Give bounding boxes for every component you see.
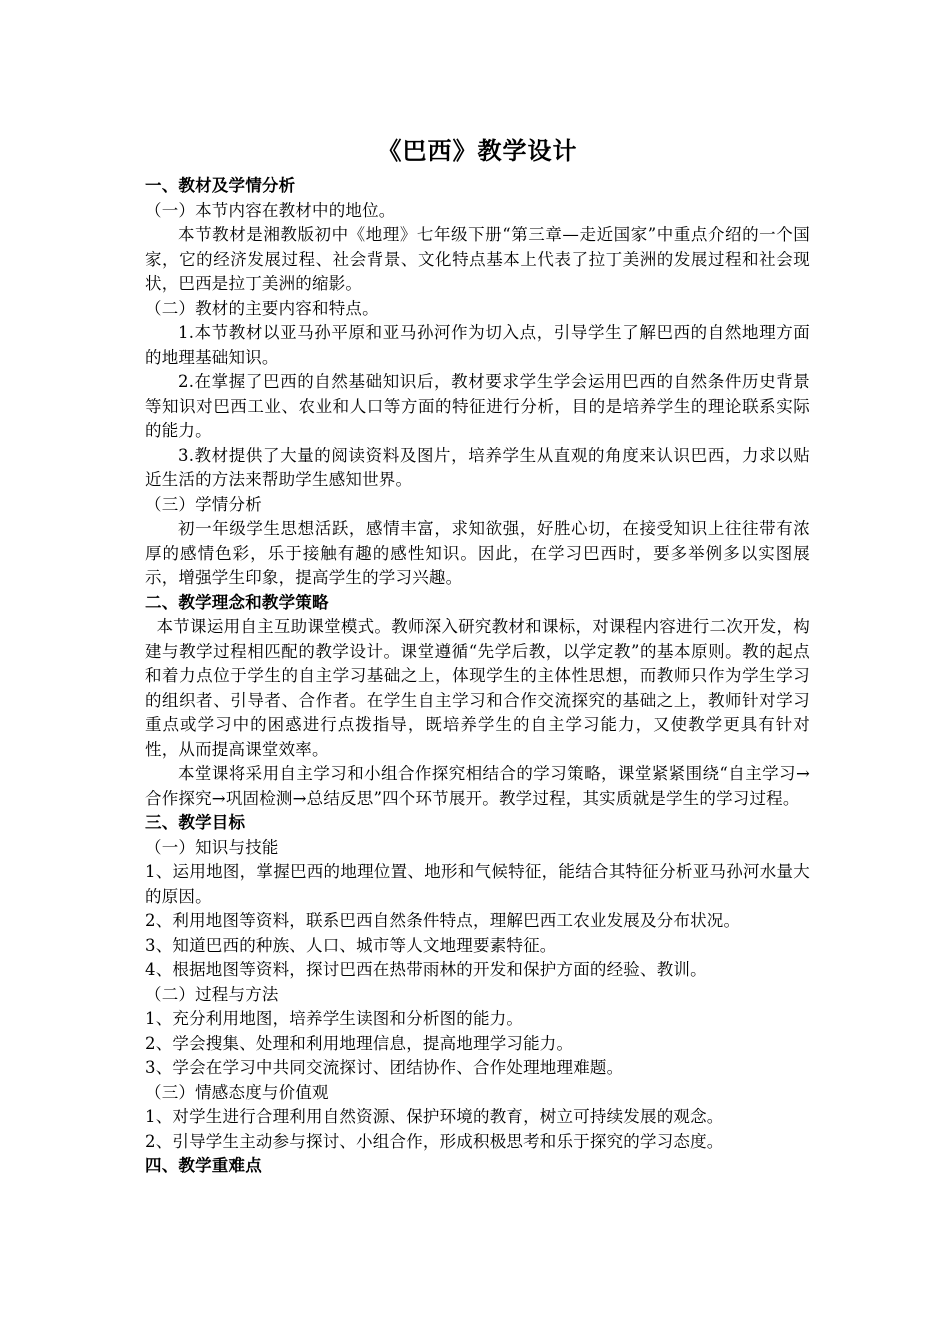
document-title: 《巴西》教学设计 <box>377 136 578 165</box>
knowledge-item-2: 2、利用地图等资料，联系巴西自然条件特点，理解巴西工农业发展及分布状况。 <box>145 911 741 930</box>
paragraph-1-4: 3.教材提供了大量的阅读资料及图片，培养学生从直观的角度来认识巴西，力求以贴近生活的方法来帮助学生感知世界。 <box>145 445 810 489</box>
section-heading-3: 三、教学目标 <box>145 813 246 832</box>
method-item-3: 3、学会在学习中共同交流探讨、团结协作、合作处理地理难题。 <box>145 1058 624 1077</box>
subheading-3-3: （三）情感态度与价值观 <box>145 1082 329 1102</box>
section-heading-4: 四、教学重难点 <box>145 1156 262 1175</box>
subheading-1-3: （三）学情分析 <box>145 494 262 514</box>
paragraph-1-2: 1.本节教材以亚马孙平原和亚马孙河作为切入点，引导学生了解巴西的自然地理方面的地理基础知识。 <box>145 323 810 367</box>
subheading-1-2: （二）教材的主要内容和特点。 <box>145 298 379 318</box>
subheading-3-1: （一）知识与技能 <box>145 837 279 857</box>
paragraph-1-3: 2.在掌握了巴西的自然基础知识后，教材要求学生学会运用巴西的自然条件历史背景等知识对巴西工业、农业和人口等方面的特征进行分析，目的是培养学生的理论联系实际的能力。 <box>145 372 810 440</box>
section-heading-1: 一、教材及学情分析 <box>145 176 296 195</box>
emotion-item-1: 1、对学生进行合理利用自然资源、保护环境的教育，树立可持续发展的观念。 <box>145 1107 724 1126</box>
method-item-2: 2、学会搜集、处理和利用地理信息，提高地理学习能力。 <box>145 1033 574 1053</box>
knowledge-item-1: 1、运用地图，掌握巴西的地理位置、地形和气候特征，能结合其特征分析亚马孙河水量大的原因。 <box>145 862 810 906</box>
emotion-item-2: 2、引导学生主动参与探讨、小组合作，形成积极思考和乐于探究的学习态度。 <box>145 1131 724 1151</box>
paragraph-1-1: 本节教材是湘教版初中《地理》七年级下册“第三章—走近国家”中重点介绍的一个国家，它的经济发展过程、社会背景、文化特点基本上代表了拉丁美洲的发展过程和社会现状，巴西是拉丁美洲的缩影。 <box>145 225 810 293</box>
knowledge-item-3: 3、知道巴西的种族、人口、城市等人文地理要素特征。 <box>145 935 557 955</box>
knowledge-item-4: 4、根据地图等资料，探讨巴西在热带雨林的开发和保护方面的经验、教训。 <box>145 960 707 979</box>
section-heading-2: 二、教学理念和教学策略 <box>145 592 329 612</box>
paragraph-2-2: 本堂课将采用自主学习和小组合作探究相结合的学习策略，课堂紧紧围绕“自主学习→合作探究→巩固检测→总结反思”四个环节展开。教学过程，其实质就是学生的学习过程。 <box>145 764 810 808</box>
method-item-1: 1、充分利用地图，培养学生读图和分析图的能力。 <box>145 1009 524 1028</box>
subheading-1-1: （一）本节内容在教材中的地位。 <box>145 200 396 220</box>
document-page <box>145 128 810 1179</box>
subheading-3-2: （二）过程与方法 <box>145 984 279 1004</box>
paragraph-2-1: 本节课运用自主互助课堂模式。教师深入研究教材和课标，对课程内容进行二次开发，构建与教学过程相匹配的教学设计。课堂遵循“先学后教，以学定教”的基本原则。教的起点和着力点位于学生的自主学习基础之上，体现学生的主体性思想，而教师只作为学生学习的组织者、引导者、合作者。在学生自主学习和合作交流探究的基础之上，教师针对学习重点或学习中的困惑进行点拨指导，既培养学生的自主学习能力，又使教学更具有针对性，从而提高课堂效率。 <box>145 617 810 759</box>
paragraph-1-5: 初一年级学生思想活跃，感情丰富，求知欲强，好胜心切，在接受知识上往往带有浓厚的感情色彩，乐于接触有趣的感性知识。因此，在学习巴西时，要多举例多以实图展示，增强学生印象，提高学生的学习兴趣。 <box>145 519 810 587</box>
